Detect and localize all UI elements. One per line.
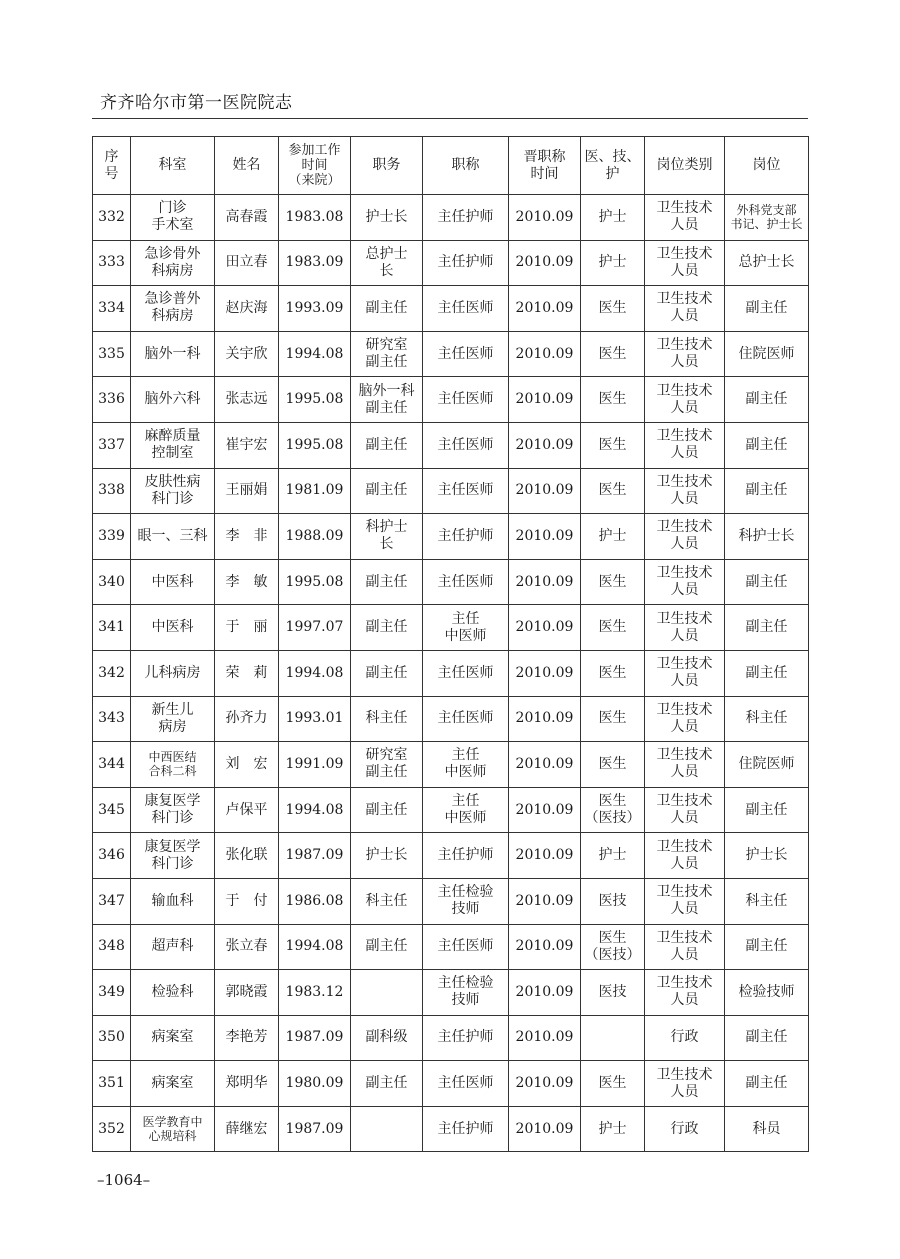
col-post-cell: 科护士长 <box>725 514 809 560</box>
col-department-cell: 医学教育中 心规培科 <box>131 1106 215 1152</box>
table-row <box>93 240 809 286</box>
col-position-cell <box>351 970 423 1016</box>
col-department-cell: 康复医学 科门诊 <box>131 787 215 833</box>
col-title-cell: 主任医师 <box>423 650 509 696</box>
col-title-cell: 主任医师 <box>423 696 509 742</box>
col-start-date-cell: 1994.08 <box>279 331 351 377</box>
col-department-cell: 新生儿 病房 <box>131 696 215 742</box>
col-name-cell: 于 付 <box>215 878 279 924</box>
col-name-cell: 于 丽 <box>215 605 279 651</box>
col-start-date-cell: 1983.08 <box>279 195 351 241</box>
header-col-index: 序 号 <box>93 137 131 195</box>
col-start-date-cell: 1995.08 <box>279 559 351 605</box>
col-position-cell: 副主任 <box>351 559 423 605</box>
col-category-cell <box>581 1015 645 1061</box>
col-name-cell: 张化联 <box>215 833 279 879</box>
col-start-date-cell: 1991.09 <box>279 742 351 788</box>
table-row <box>93 559 809 605</box>
col-post-cell: 总护士长 <box>725 240 809 286</box>
col-category-cell: 医生 <box>581 331 645 377</box>
col-name-cell: 李 非 <box>215 514 279 560</box>
col-title-cell: 主任护师 <box>423 195 509 241</box>
col-post-cell: 副主任 <box>725 787 809 833</box>
col-promotion-date-cell: 2010.09 <box>509 468 581 514</box>
col-promotion-date-cell: 2010.09 <box>509 331 581 377</box>
col-post-type-cell: 卫生技术 人员 <box>645 833 725 879</box>
header-col-title: 职称 <box>423 137 509 195</box>
col-promotion-date-cell: 2010.09 <box>509 742 581 788</box>
col-post-type-cell: 卫生技术 人员 <box>645 650 725 696</box>
col-promotion-date-cell: 2010.09 <box>509 377 581 423</box>
col-start-date-cell: 1994.08 <box>279 924 351 970</box>
col-post-cell: 外科党支部 书记、护士长 <box>725 195 809 241</box>
col-category-cell: 医生 <box>581 422 645 468</box>
col-promotion-date-cell: 2010.09 <box>509 559 581 605</box>
table-row <box>93 1015 809 1061</box>
col-category-cell: 医技 <box>581 878 645 924</box>
table-row <box>93 331 809 377</box>
col-start-date-cell: 1983.09 <box>279 240 351 286</box>
header-col-department: 科室 <box>131 137 215 195</box>
col-promotion-date-cell: 2010.09 <box>509 1061 581 1107</box>
col-title-cell: 主任医师 <box>423 924 509 970</box>
col-title-cell: 主任 中医师 <box>423 605 509 651</box>
col-post-type-cell: 卫生技术 人员 <box>645 195 725 241</box>
col-post-type-cell: 卫生技术 人员 <box>645 696 725 742</box>
col-position-cell: 研究室 副主任 <box>351 331 423 377</box>
header-col-post-type: 岗位类别 <box>645 137 725 195</box>
col-post-cell: 副主任 <box>725 605 809 651</box>
col-position-cell: 副主任 <box>351 286 423 332</box>
page-number: –1064– <box>97 1171 151 1189</box>
col-category-cell: 医生 <box>581 742 645 788</box>
col-title-cell: 主任 中医师 <box>423 742 509 788</box>
col-title-cell: 主任护师 <box>423 833 509 879</box>
col-start-date-cell: 1987.09 <box>279 1106 351 1152</box>
col-index-cell: 338 <box>93 468 131 514</box>
col-title-cell: 主任医师 <box>423 286 509 332</box>
col-department-cell: 脑外一科 <box>131 331 215 377</box>
col-post-cell: 副主任 <box>725 422 809 468</box>
col-start-date-cell: 1981.09 <box>279 468 351 514</box>
col-name-cell: 赵庆海 <box>215 286 279 332</box>
col-post-type-cell: 卫生技术 人员 <box>645 787 725 833</box>
col-category-cell: 护士 <box>581 514 645 560</box>
col-post-type-cell: 卫生技术 人员 <box>645 878 725 924</box>
col-start-date-cell: 1995.08 <box>279 422 351 468</box>
col-title-cell: 主任检验 技师 <box>423 970 509 1016</box>
table-header <box>93 137 809 195</box>
header-col-start-date: 参加工作 时间 （来院） <box>279 137 351 195</box>
col-position-cell: 副主任 <box>351 422 423 468</box>
col-category-cell: 医生 <box>581 559 645 605</box>
col-department-cell: 中西医结 合科二科 <box>131 742 215 788</box>
col-category-cell: 护士 <box>581 240 645 286</box>
col-category-cell: 医生 <box>581 377 645 423</box>
col-name-cell: 王丽娟 <box>215 468 279 514</box>
col-promotion-date-cell: 2010.09 <box>509 970 581 1016</box>
col-start-date-cell: 1988.09 <box>279 514 351 560</box>
col-position-cell: 副科级 <box>351 1015 423 1061</box>
col-post-cell: 科员 <box>725 1106 809 1152</box>
col-start-date-cell: 1986.08 <box>279 878 351 924</box>
col-category-cell: 医生 <box>581 605 645 651</box>
col-post-type-cell: 卫生技术 人员 <box>645 331 725 377</box>
col-post-type-cell: 卫生技术 人员 <box>645 742 725 788</box>
col-post-type-cell: 卫生技术 人员 <box>645 970 725 1016</box>
col-start-date-cell: 1980.09 <box>279 1061 351 1107</box>
col-title-cell: 主任护师 <box>423 1015 509 1061</box>
col-index-cell: 339 <box>93 514 131 560</box>
col-department-cell: 儿科病房 <box>131 650 215 696</box>
col-department-cell: 输血科 <box>131 878 215 924</box>
col-position-cell: 总护士 长 <box>351 240 423 286</box>
col-start-date-cell: 1983.12 <box>279 970 351 1016</box>
table-row <box>93 696 809 742</box>
col-index-cell: 333 <box>93 240 131 286</box>
table-row <box>93 650 809 696</box>
col-start-date-cell: 1987.09 <box>279 833 351 879</box>
col-start-date-cell: 1994.08 <box>279 650 351 696</box>
col-index-cell: 351 <box>93 1061 131 1107</box>
col-promotion-date-cell: 2010.09 <box>509 1106 581 1152</box>
col-position-cell: 科主任 <box>351 878 423 924</box>
col-department-cell: 麻醉质量 控制室 <box>131 422 215 468</box>
col-name-cell: 薛继宏 <box>215 1106 279 1152</box>
col-title-cell: 主任医师 <box>423 422 509 468</box>
col-category-cell: 护士 <box>581 833 645 879</box>
col-name-cell: 田立春 <box>215 240 279 286</box>
col-promotion-date-cell: 2010.09 <box>509 650 581 696</box>
col-title-cell: 主任医师 <box>423 331 509 377</box>
col-promotion-date-cell: 2010.09 <box>509 605 581 651</box>
col-index-cell: 345 <box>93 787 131 833</box>
col-department-cell: 检验科 <box>131 970 215 1016</box>
table-row <box>93 742 809 788</box>
col-department-cell: 中医科 <box>131 605 215 651</box>
staff-roster-table <box>92 136 809 1152</box>
col-title-cell: 主任医师 <box>423 559 509 605</box>
col-promotion-date-cell: 2010.09 <box>509 924 581 970</box>
col-index-cell: 347 <box>93 878 131 924</box>
col-start-date-cell: 1993.01 <box>279 696 351 742</box>
col-name-cell: 郭晓霞 <box>215 970 279 1016</box>
col-title-cell: 主任医师 <box>423 468 509 514</box>
col-promotion-date-cell: 2010.09 <box>509 878 581 924</box>
col-name-cell: 关宇欣 <box>215 331 279 377</box>
col-category-cell: 医生 <box>581 696 645 742</box>
col-promotion-date-cell: 2010.09 <box>509 514 581 560</box>
col-post-cell: 副主任 <box>725 650 809 696</box>
col-promotion-date-cell: 2010.09 <box>509 1015 581 1061</box>
col-post-type-cell: 卫生技术 人员 <box>645 422 725 468</box>
col-position-cell: 科护士 长 <box>351 514 423 560</box>
col-position-cell: 副主任 <box>351 787 423 833</box>
header-col-promotion-date: 晋职称 时间 <box>509 137 581 195</box>
table-row <box>93 924 809 970</box>
col-title-cell: 主任医师 <box>423 1061 509 1107</box>
table-row <box>93 377 809 423</box>
table-row <box>93 787 809 833</box>
col-name-cell: 郑明华 <box>215 1061 279 1107</box>
col-category-cell: 医生 <box>581 468 645 514</box>
col-start-date-cell: 1997.07 <box>279 605 351 651</box>
col-index-cell: 344 <box>93 742 131 788</box>
col-index-cell: 348 <box>93 924 131 970</box>
col-title-cell: 主任护师 <box>423 240 509 286</box>
table-row <box>93 468 809 514</box>
col-post-type-cell: 卫生技术 人员 <box>645 377 725 423</box>
col-position-cell: 科主任 <box>351 696 423 742</box>
col-post-cell: 副主任 <box>725 377 809 423</box>
col-index-cell: 337 <box>93 422 131 468</box>
header-row <box>93 137 809 195</box>
header-col-post: 岗位 <box>725 137 809 195</box>
col-name-cell: 孙齐力 <box>215 696 279 742</box>
col-department-cell: 脑外六科 <box>131 377 215 423</box>
col-name-cell: 李艳芳 <box>215 1015 279 1061</box>
col-index-cell: 332 <box>93 195 131 241</box>
col-index-cell: 343 <box>93 696 131 742</box>
col-category-cell: 护士 <box>581 195 645 241</box>
col-post-cell: 副主任 <box>725 468 809 514</box>
col-position-cell: 副主任 <box>351 1061 423 1107</box>
col-position-cell: 护士长 <box>351 833 423 879</box>
col-name-cell: 卢保平 <box>215 787 279 833</box>
table-row <box>93 833 809 879</box>
page-title: 齐齐哈尔市第一医院院志 <box>100 93 293 113</box>
table-row <box>93 195 809 241</box>
col-name-cell: 李 敏 <box>215 559 279 605</box>
col-index-cell: 341 <box>93 605 131 651</box>
col-position-cell: 副主任 <box>351 605 423 651</box>
col-post-cell: 检验技师 <box>725 970 809 1016</box>
col-department-cell: 眼一、三科 <box>131 514 215 560</box>
col-promotion-date-cell: 2010.09 <box>509 240 581 286</box>
col-post-cell: 副主任 <box>725 1015 809 1061</box>
col-department-cell: 急诊骨外 科病房 <box>131 240 215 286</box>
col-position-cell: 副主任 <box>351 468 423 514</box>
col-name-cell: 刘 宏 <box>215 742 279 788</box>
col-promotion-date-cell: 2010.09 <box>509 787 581 833</box>
col-department-cell: 门诊 手术室 <box>131 195 215 241</box>
table-row <box>93 422 809 468</box>
col-category-cell: 医生 <box>581 1061 645 1107</box>
col-post-cell: 住院医师 <box>725 331 809 377</box>
col-post-type-cell: 卫生技术 人员 <box>645 924 725 970</box>
table-row <box>93 605 809 651</box>
col-index-cell: 336 <box>93 377 131 423</box>
col-start-date-cell: 1987.09 <box>279 1015 351 1061</box>
col-start-date-cell: 1994.08 <box>279 787 351 833</box>
col-category-cell: 医技 <box>581 970 645 1016</box>
table-row <box>93 286 809 332</box>
col-title-cell: 主任 中医师 <box>423 787 509 833</box>
col-department-cell: 皮肤性病 科门诊 <box>131 468 215 514</box>
col-title-cell: 主任医师 <box>423 377 509 423</box>
col-position-cell: 研究室 副主任 <box>351 742 423 788</box>
col-name-cell: 张志远 <box>215 377 279 423</box>
col-category-cell: 医生 （医技） <box>581 924 645 970</box>
col-category-cell: 护士 <box>581 1106 645 1152</box>
col-promotion-date-cell: 2010.09 <box>509 833 581 879</box>
col-post-cell: 科主任 <box>725 696 809 742</box>
col-title-cell: 主任检验 技师 <box>423 878 509 924</box>
col-name-cell: 荣 莉 <box>215 650 279 696</box>
table-row <box>93 878 809 924</box>
col-post-type-cell: 卫生技术 人员 <box>645 559 725 605</box>
col-position-cell: 副主任 <box>351 650 423 696</box>
col-name-cell: 张立春 <box>215 924 279 970</box>
table-row <box>93 970 809 1016</box>
page-header <box>92 88 808 119</box>
col-post-type-cell: 卫生技术 人员 <box>645 514 725 560</box>
col-category-cell: 医生 （医技） <box>581 787 645 833</box>
col-post-cell: 副主任 <box>725 286 809 332</box>
header-col-name: 姓名 <box>215 137 279 195</box>
col-index-cell: 340 <box>93 559 131 605</box>
col-department-cell: 急诊普外 科病房 <box>131 286 215 332</box>
col-department-cell: 病案室 <box>131 1015 215 1061</box>
col-post-type-cell: 行政 <box>645 1015 725 1061</box>
col-department-cell: 超声科 <box>131 924 215 970</box>
table-row <box>93 1106 809 1152</box>
col-name-cell: 崔宇宏 <box>215 422 279 468</box>
col-department-cell: 病案室 <box>131 1061 215 1107</box>
col-post-type-cell: 行政 <box>645 1106 725 1152</box>
col-post-cell: 住院医师 <box>725 742 809 788</box>
col-index-cell: 335 <box>93 331 131 377</box>
col-post-type-cell: 卫生技术 人员 <box>645 240 725 286</box>
col-name-cell: 高春霞 <box>215 195 279 241</box>
col-post-cell: 科主任 <box>725 878 809 924</box>
table-row <box>93 514 809 560</box>
col-start-date-cell: 1995.08 <box>279 377 351 423</box>
col-position-cell: 脑外一科 副主任 <box>351 377 423 423</box>
header-col-position: 职务 <box>351 137 423 195</box>
col-post-type-cell: 卫生技术 人员 <box>645 1061 725 1107</box>
col-category-cell: 医生 <box>581 286 645 332</box>
col-index-cell: 350 <box>93 1015 131 1061</box>
col-post-cell: 护士长 <box>725 833 809 879</box>
col-position-cell: 副主任 <box>351 924 423 970</box>
col-category-cell: 医生 <box>581 650 645 696</box>
col-index-cell: 349 <box>93 970 131 1016</box>
col-title-cell: 主任护师 <box>423 514 509 560</box>
table-row <box>93 1061 809 1107</box>
col-start-date-cell: 1993.09 <box>279 286 351 332</box>
table-body <box>93 195 809 1152</box>
col-index-cell: 352 <box>93 1106 131 1152</box>
col-position-cell: 护士长 <box>351 195 423 241</box>
col-title-cell: 主任护师 <box>423 1106 509 1152</box>
col-index-cell: 342 <box>93 650 131 696</box>
col-position-cell <box>351 1106 423 1152</box>
col-promotion-date-cell: 2010.09 <box>509 422 581 468</box>
col-post-cell: 副主任 <box>725 924 809 970</box>
col-index-cell: 346 <box>93 833 131 879</box>
col-post-type-cell: 卫生技术 人员 <box>645 605 725 651</box>
col-post-type-cell: 卫生技术 人员 <box>645 468 725 514</box>
col-post-cell: 副主任 <box>725 559 809 605</box>
col-promotion-date-cell: 2010.09 <box>509 195 581 241</box>
col-promotion-date-cell: 2010.09 <box>509 696 581 742</box>
col-post-cell: 副主任 <box>725 1061 809 1107</box>
col-promotion-date-cell: 2010.09 <box>509 286 581 332</box>
col-department-cell: 中医科 <box>131 559 215 605</box>
col-post-type-cell: 卫生技术 人员 <box>645 286 725 332</box>
header-col-category: 医、技、 护 <box>581 137 645 195</box>
col-index-cell: 334 <box>93 286 131 332</box>
col-department-cell: 康复医学 科门诊 <box>131 833 215 879</box>
